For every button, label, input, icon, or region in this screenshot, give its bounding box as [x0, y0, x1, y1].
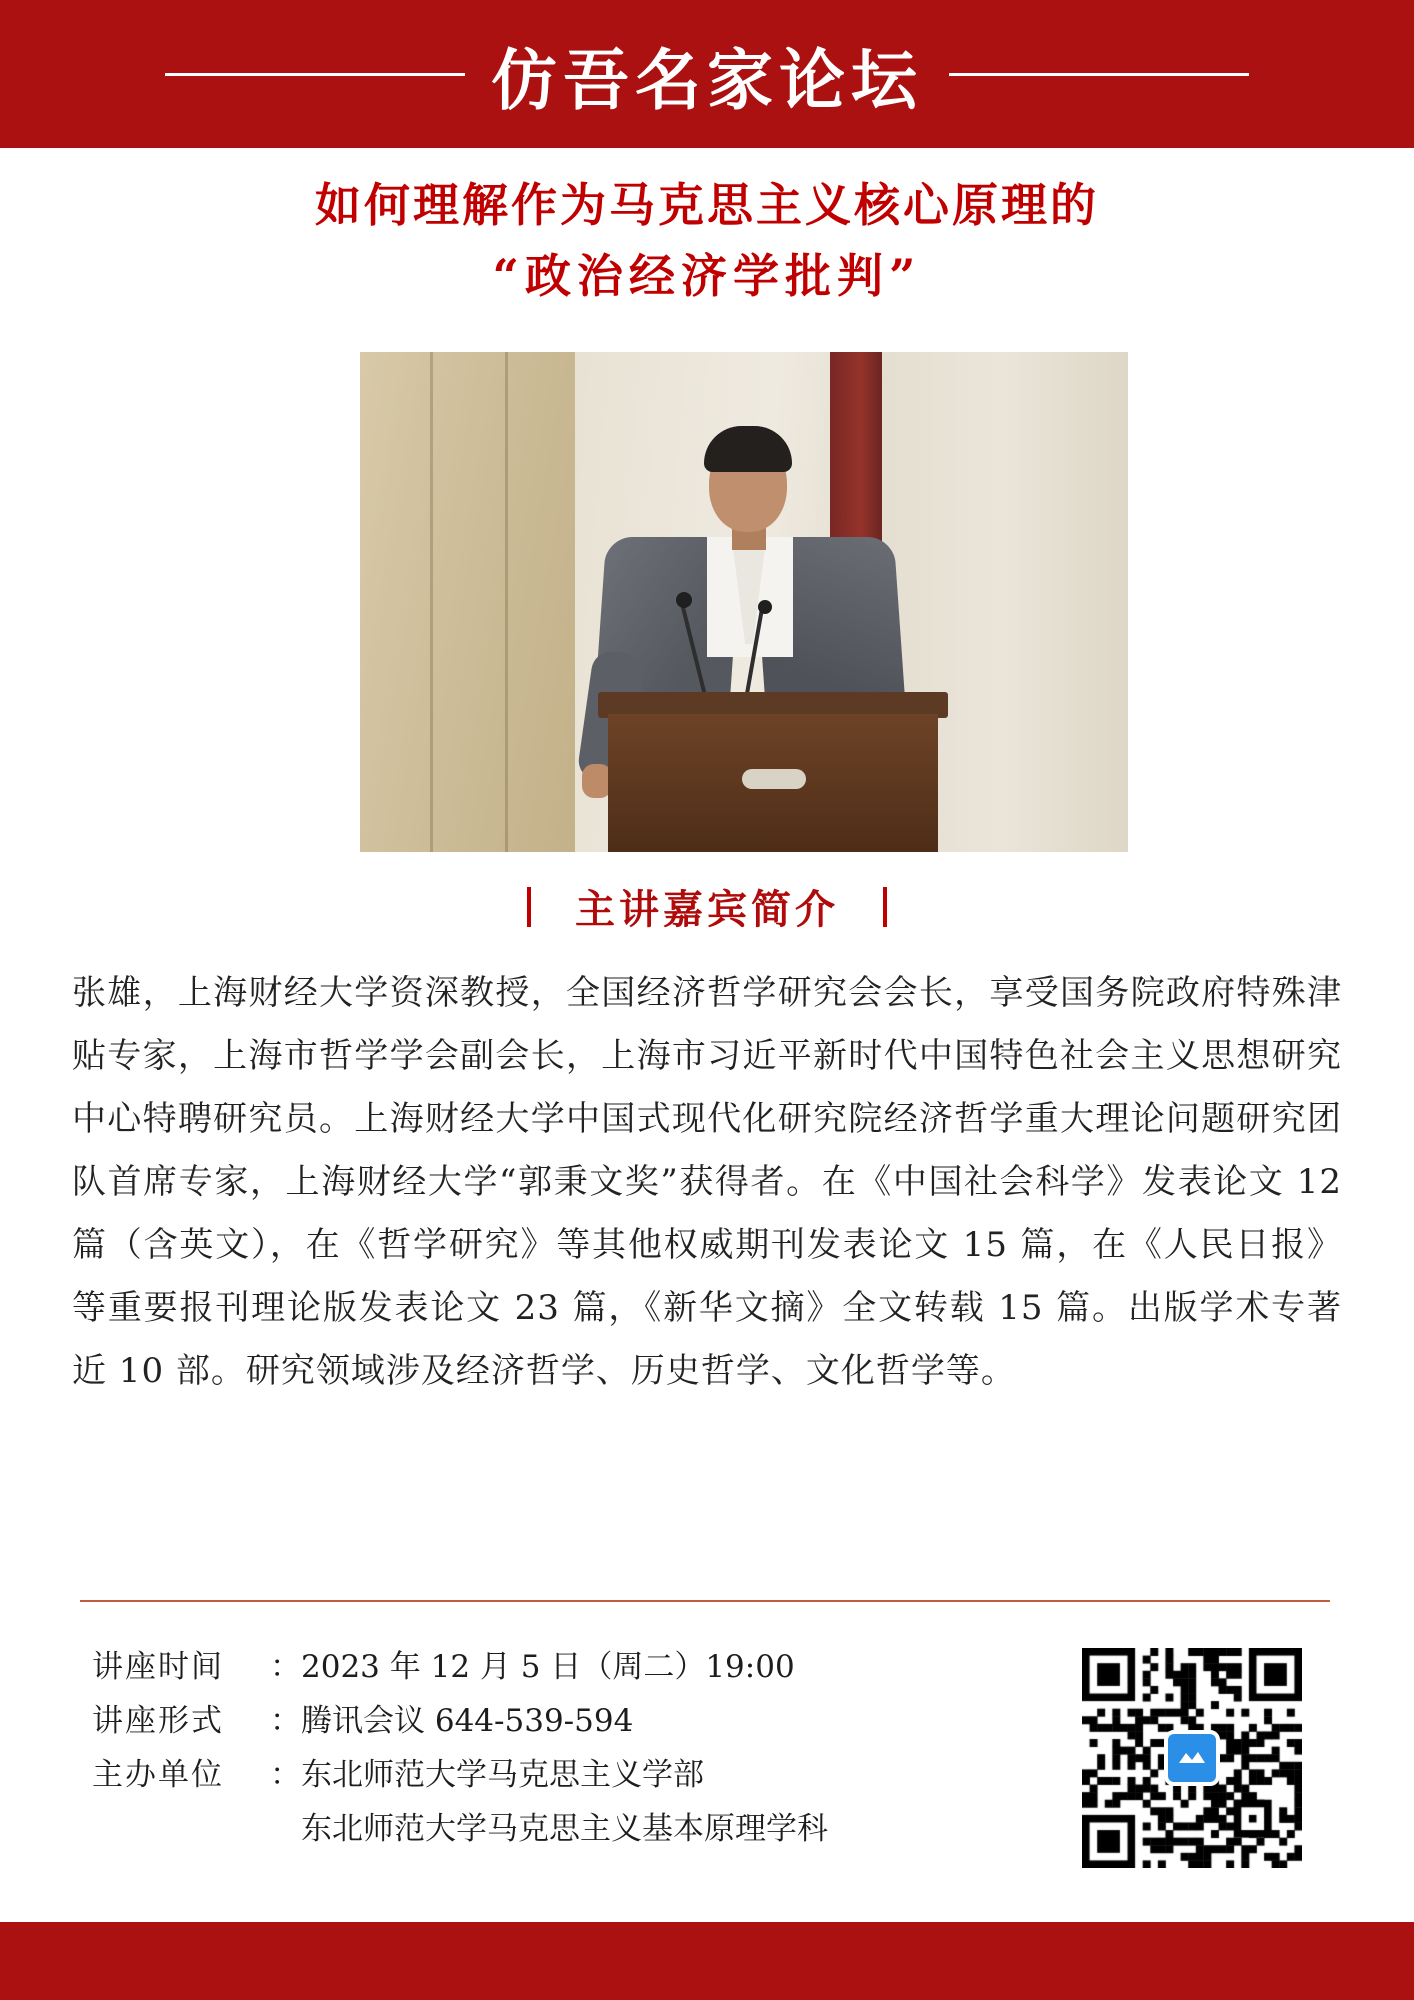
guest-intro-heading	[0, 878, 1414, 935]
wall-panel-left	[360, 352, 575, 852]
headline-line-2: “政治经济学批判”	[492, 249, 922, 304]
info-row-time	[92, 1640, 1042, 1694]
speaker-bio: 张雄，上海财经大学资深教授，全国经济哲学研究会会长，享受国务院政府特殊津贴专家，上海市哲学学会副会长，上海市习近平新时代中国特色社会主义思想研究中心特聘研究员。上海财经大学中国式现代化研究院经济哲学重大理论问题研究团队首席专家，上海财经大学“郭秉文奖”获得者。在《中国社会科学》发表论文 12 篇（含英文），在《哲学研究》等其他权威期刊发表论文 15 篇，在《人民日报》等重要报刊理论版发表论文 23 篇，《新华文摘》全文转载 15 篇。出版学术专著近 10 部。研究领域涉及经济哲学、历史哲学、文化哲学等。	[72, 973, 1342, 1391]
banner-rule-left	[165, 73, 465, 76]
heading-bar-right	[883, 887, 887, 927]
banner-rule-right	[949, 73, 1249, 76]
banner-inner	[0, 27, 1414, 122]
headline-line-1: 如何理解作为马克思主义核心原理的	[315, 178, 1099, 232]
info-colon-organizer: ：	[270, 1757, 301, 1793]
info-colon-time: ：	[270, 1649, 301, 1685]
lecture-info	[92, 1640, 1042, 1856]
divider	[80, 1600, 1330, 1602]
top-banner	[0, 0, 1414, 148]
info-colon-format: ：	[270, 1703, 301, 1739]
organizer-line-2: 东北师范大学马克思主义基本原理学科	[301, 1811, 828, 1847]
info-value-organizer	[301, 1748, 1042, 1856]
speaker-photo	[360, 352, 1128, 852]
lecture-headline	[0, 170, 1414, 313]
info-value-format: 腾讯会议 644-539-594	[301, 1703, 634, 1739]
podium-plate	[742, 769, 806, 789]
tencent-meeting-icon	[1164, 1730, 1220, 1786]
microphone-head-left	[676, 592, 692, 608]
heading-bar-left	[527, 887, 531, 927]
tencent-meeting-qr-code[interactable]	[1082, 1648, 1302, 1868]
info-label-organizer: 主办单位	[92, 1757, 224, 1793]
info-label-time: 讲座时间	[92, 1649, 224, 1685]
info-value-time: 2023 年 12 月 5 日（周二）19:00	[301, 1649, 795, 1685]
organizer-line-1: 东北师范大学马克思主义学部	[301, 1757, 704, 1793]
microphone-head-right	[758, 600, 772, 614]
speaker-photo-illustration	[360, 352, 1128, 852]
bottom-banner	[0, 1922, 1414, 2000]
info-row-organizer	[92, 1748, 1042, 1856]
forum-title: 仿吾名家论坛	[491, 40, 923, 119]
info-row-format	[92, 1694, 1042, 1748]
curtain	[830, 352, 882, 552]
info-label-format: 讲座形式	[92, 1703, 224, 1739]
guest-intro-heading-label: 主讲嘉宾简介	[575, 886, 839, 933]
